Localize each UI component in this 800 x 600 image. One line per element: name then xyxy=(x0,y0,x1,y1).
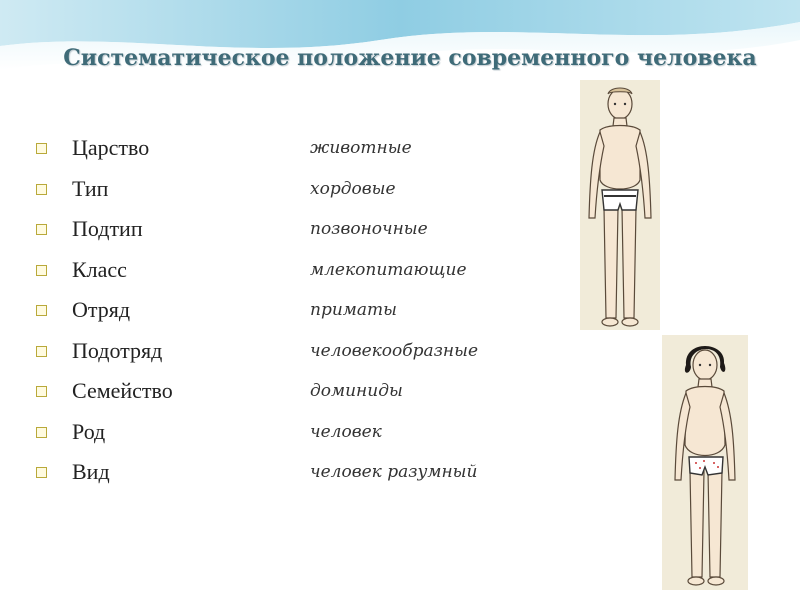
rank-label: Подтип xyxy=(72,216,143,241)
rank-label: Отряд xyxy=(72,297,131,322)
checkbox-bullet-icon xyxy=(36,305,47,316)
checkbox-bullet-icon xyxy=(36,184,47,195)
rank-label: Тип xyxy=(72,175,109,201)
list-item xyxy=(36,131,576,172)
list-item xyxy=(36,334,576,375)
taxon-value: человек разумный xyxy=(310,462,478,482)
girl-figure-icon xyxy=(662,335,748,590)
classification-list xyxy=(36,131,576,496)
rank-label: Класс xyxy=(72,256,127,282)
taxon-value: позвоночные xyxy=(310,219,428,239)
girl-figure-image xyxy=(662,335,748,590)
checkbox-bullet-icon xyxy=(36,386,47,397)
taxon-value: доминиды xyxy=(310,381,403,401)
checkbox-bullet-icon xyxy=(36,224,47,235)
taxon-value: человек xyxy=(310,421,382,442)
list-item xyxy=(36,212,576,253)
taxon-value: млекопитающие xyxy=(310,259,467,280)
taxon-value: человекообразные xyxy=(310,340,479,361)
boy-figure-icon xyxy=(580,80,660,330)
slide-title: Систематическое положение современного человека xyxy=(63,45,757,71)
rank-label: Царство xyxy=(72,135,150,160)
list-item xyxy=(36,172,576,213)
rank-label: Семейство xyxy=(72,378,173,403)
checkbox-bullet-icon xyxy=(36,346,47,357)
list-item xyxy=(36,415,576,456)
boy-figure-image xyxy=(580,80,660,330)
rank-label: Вид xyxy=(72,459,110,484)
taxon-value: хордовые xyxy=(310,178,396,199)
list-item xyxy=(36,455,576,496)
checkbox-bullet-icon xyxy=(36,467,47,478)
taxon-value: приматы xyxy=(310,300,397,320)
checkbox-bullet-icon xyxy=(36,427,47,438)
checkbox-bullet-icon xyxy=(36,143,47,154)
rank-label: Род xyxy=(72,418,106,444)
taxon-value: животные xyxy=(310,138,412,158)
list-item xyxy=(36,374,576,415)
checkbox-bullet-icon xyxy=(36,265,47,276)
list-item xyxy=(36,253,576,294)
rank-label: Подотряд xyxy=(72,337,163,363)
list-item xyxy=(36,293,576,334)
